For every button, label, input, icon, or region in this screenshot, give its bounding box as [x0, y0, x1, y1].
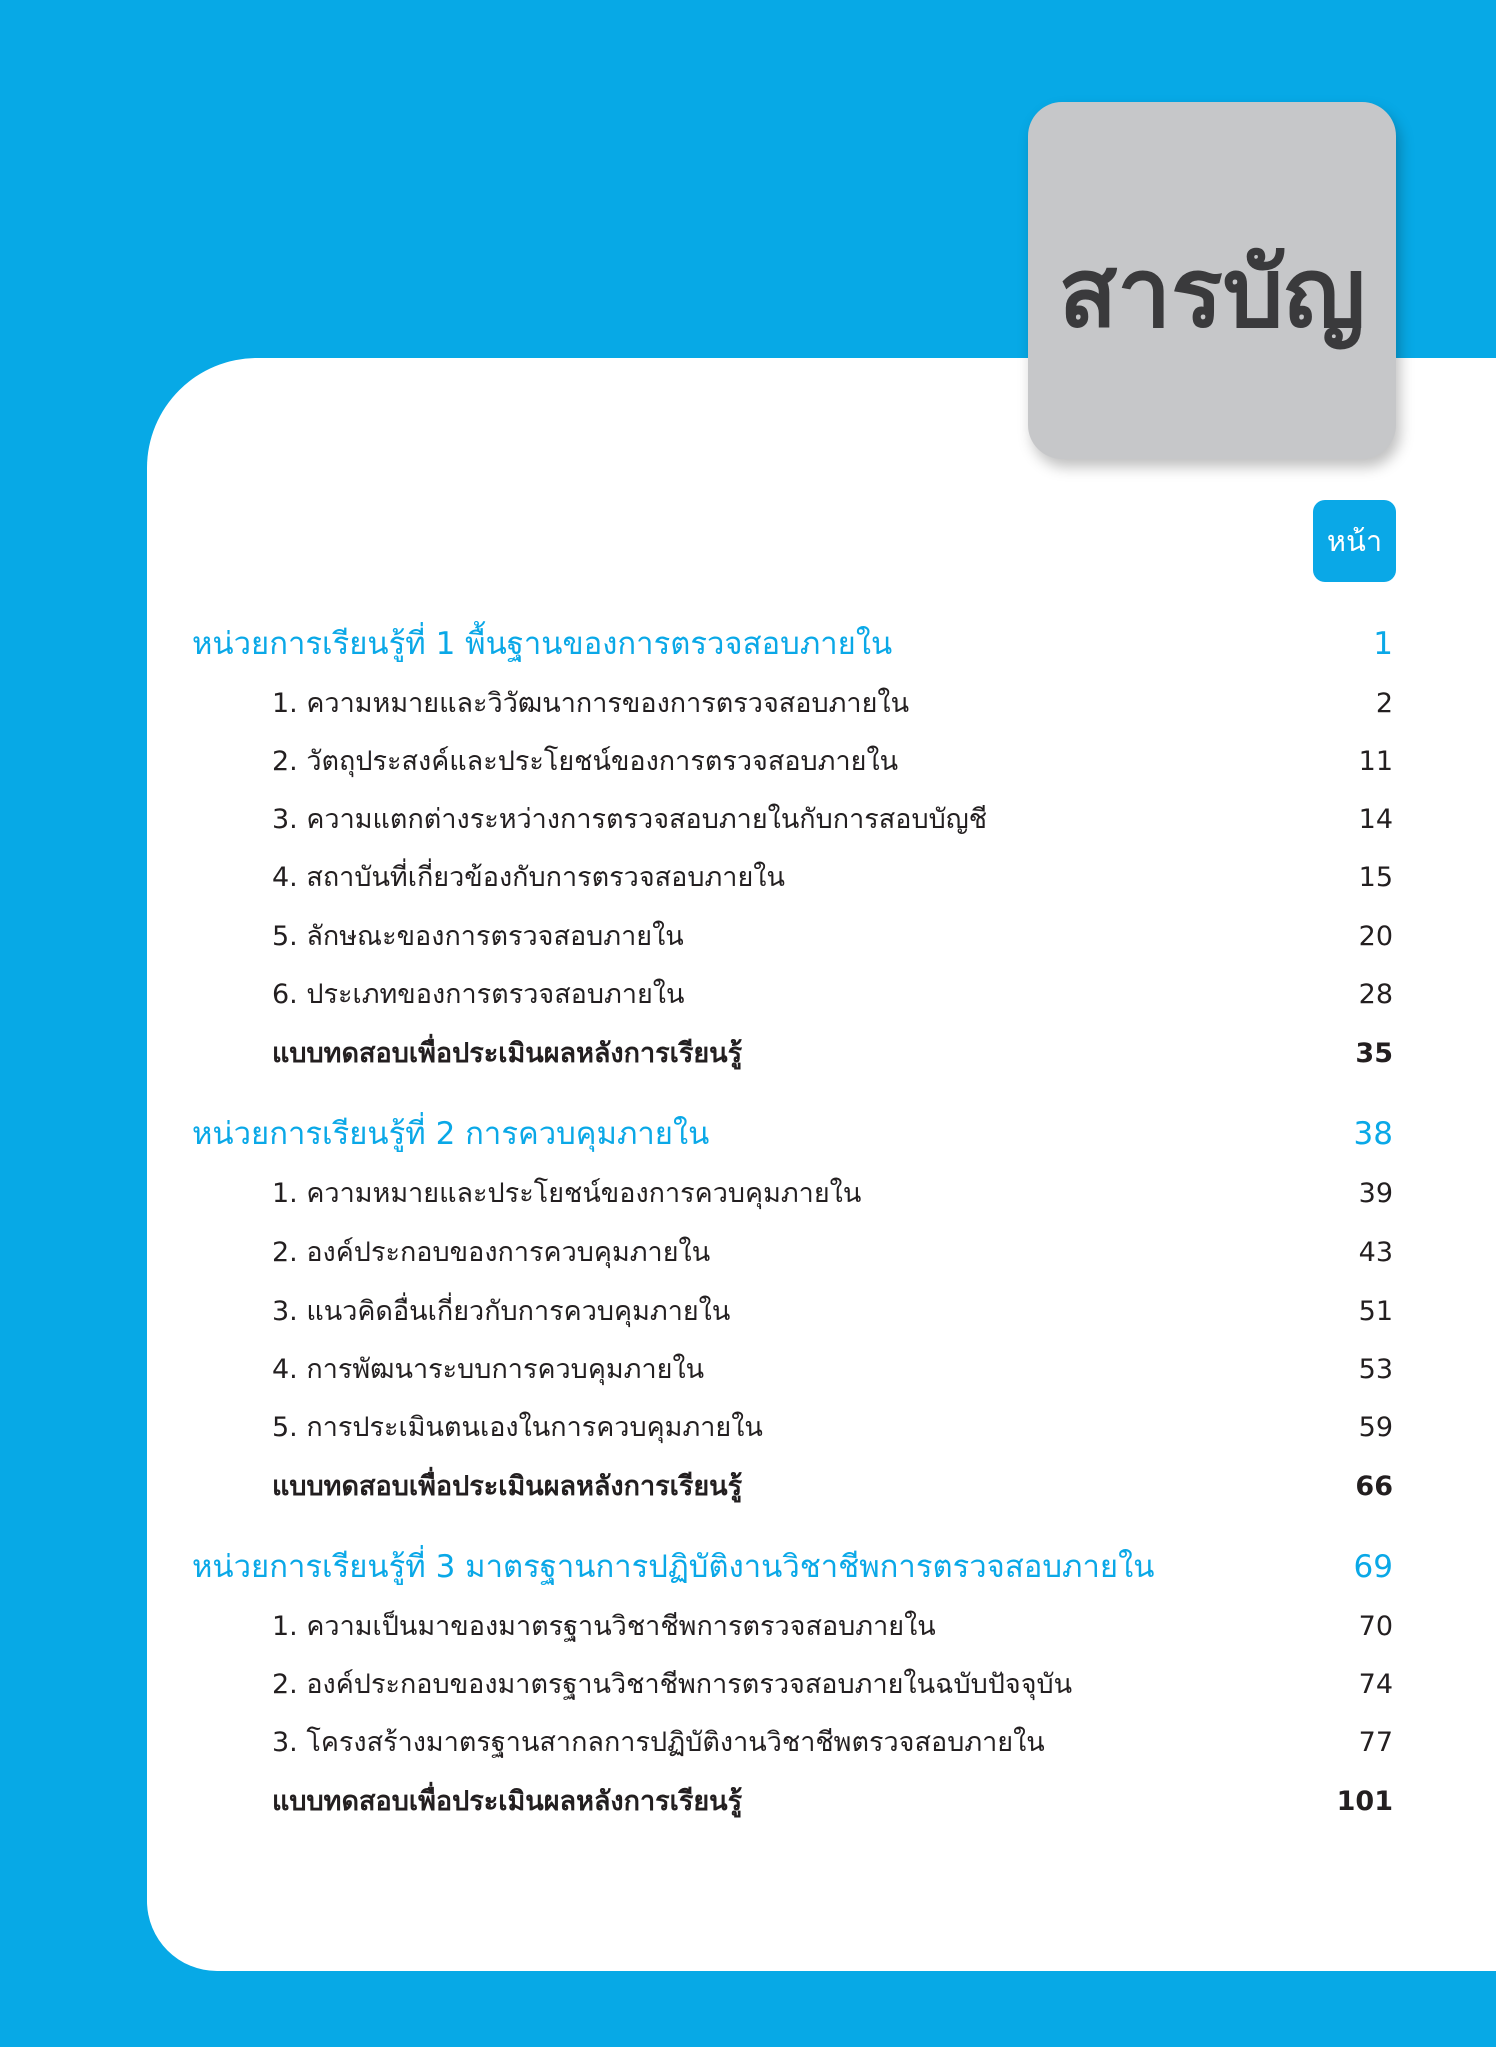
toc-item[interactable]	[0, 1718, 1496, 1768]
item-label: 6. ประเภทของการตรวจสอบภายใน	[272, 979, 685, 1010]
page-number: 15	[1358, 862, 1393, 893]
toc-item[interactable]	[0, 737, 1496, 787]
page-number: 43	[1358, 1237, 1393, 1268]
toc-item[interactable]	[0, 1228, 1496, 1278]
page-number: 59	[1358, 1412, 1393, 1443]
item-label: 1. ความหมายและวิวัฒนาการของการตรวจสอบภายใน	[272, 688, 910, 719]
item-label: 5. การประเมินตนเองในการควบคุมภายใน	[272, 1412, 763, 1443]
page-number: 38	[1353, 1116, 1393, 1152]
toc-unit-2[interactable]	[0, 1109, 1496, 1159]
page-column-header: หน้า	[1313, 500, 1396, 582]
item-label: 1. ความหมายและประโยชน์ของการควบคุมภายใน	[272, 1178, 862, 1209]
page-number: 53	[1358, 1354, 1393, 1385]
item-label: 2. องค์ประกอบของมาตรฐานวิชาชีพการตรวจสอบภายในฉบับปัจจุบัน	[272, 1669, 1073, 1700]
page-number: 51	[1358, 1296, 1393, 1327]
toc-item[interactable]	[0, 853, 1496, 903]
page-number: 35	[1355, 1038, 1393, 1069]
page-number: 2	[1375, 688, 1393, 719]
page-number: 28	[1358, 979, 1393, 1010]
title-box	[1028, 102, 1396, 459]
item-label: 3. แนวคิดอื่นเกี่ยวกับการควบคุมภายใน	[272, 1296, 731, 1327]
item-label: 3. ความแตกต่างระหว่างการตรวจสอบภายในกับการสอบบัญชี	[272, 804, 988, 835]
toc-item[interactable]	[0, 795, 1496, 845]
page-number: 14	[1358, 804, 1393, 835]
item-label: 2. องค์ประกอบของการควบคุมภายใน	[272, 1237, 711, 1268]
unit-title: หน่วยการเรียนรู้ที่ 3 มาตรฐานการปฏิบัติงานวิชาชีพการตรวจสอบภายใน	[192, 1549, 1155, 1585]
toc-test[interactable]	[0, 1029, 1496, 1079]
page-number: 20	[1358, 921, 1393, 952]
page-number: 39	[1358, 1178, 1393, 1209]
page-number: 11	[1358, 746, 1393, 777]
toc-item[interactable]	[0, 912, 1496, 962]
test-label: แบบทดสอบเพื่อประเมินผลหลังการเรียนรู้	[272, 1038, 743, 1069]
toc-item[interactable]	[0, 970, 1496, 1020]
item-label: 1. ความเป็นมาของมาตรฐานวิชาชีพการตรวจสอบภายใน	[272, 1611, 936, 1642]
page-number: 66	[1355, 1471, 1393, 1502]
unit-title: หน่วยการเรียนรู้ที่ 1 พื้นฐานของการตรวจสอบภายใน	[192, 626, 893, 662]
toc-item[interactable]	[0, 1287, 1496, 1337]
unit-title: หน่วยการเรียนรู้ที่ 2 การควบคุมภายใน	[192, 1116, 710, 1152]
toc-item[interactable]	[0, 1169, 1496, 1219]
toc-test[interactable]	[0, 1777, 1496, 1827]
item-label: 4. การพัฒนาระบบการควบคุมภายใน	[272, 1354, 705, 1385]
test-label: แบบทดสอบเพื่อประเมินผลหลังการเรียนรู้	[272, 1786, 743, 1817]
page-number: 77	[1358, 1727, 1393, 1758]
page-number: 1	[1373, 626, 1393, 662]
toc-item[interactable]	[0, 1660, 1496, 1710]
toc-test[interactable]	[0, 1462, 1496, 1512]
toc-unit-1[interactable]	[0, 619, 1496, 669]
item-label: 3. โครงสร้างมาตรฐานสากลการปฏิบัติงานวิชาชีพตรวจสอบภายใน	[272, 1727, 1045, 1758]
toc-item[interactable]	[0, 679, 1496, 729]
page-number: 74	[1358, 1669, 1393, 1700]
item-label: 5. ลักษณะของการตรวจสอบภายใน	[272, 921, 684, 952]
page-number: 69	[1353, 1549, 1393, 1585]
page-number: 70	[1358, 1611, 1393, 1642]
item-label: 4. สถาบันที่เกี่ยวข้องกับการตรวจสอบภายใน	[272, 862, 785, 893]
toc-item[interactable]	[0, 1602, 1496, 1652]
test-label: แบบทดสอบเพื่อประเมินผลหลังการเรียนรู้	[272, 1471, 743, 1502]
page-title: สารบัญ	[1058, 237, 1366, 349]
toc-unit-3[interactable]	[0, 1542, 1496, 1592]
item-label: 2. วัตถุประสงค์และประโยชน์ของการตรวจสอบภายใน	[272, 746, 899, 777]
toc-item[interactable]	[0, 1403, 1496, 1453]
page-number: 101	[1336, 1786, 1393, 1817]
toc-item[interactable]	[0, 1345, 1496, 1395]
